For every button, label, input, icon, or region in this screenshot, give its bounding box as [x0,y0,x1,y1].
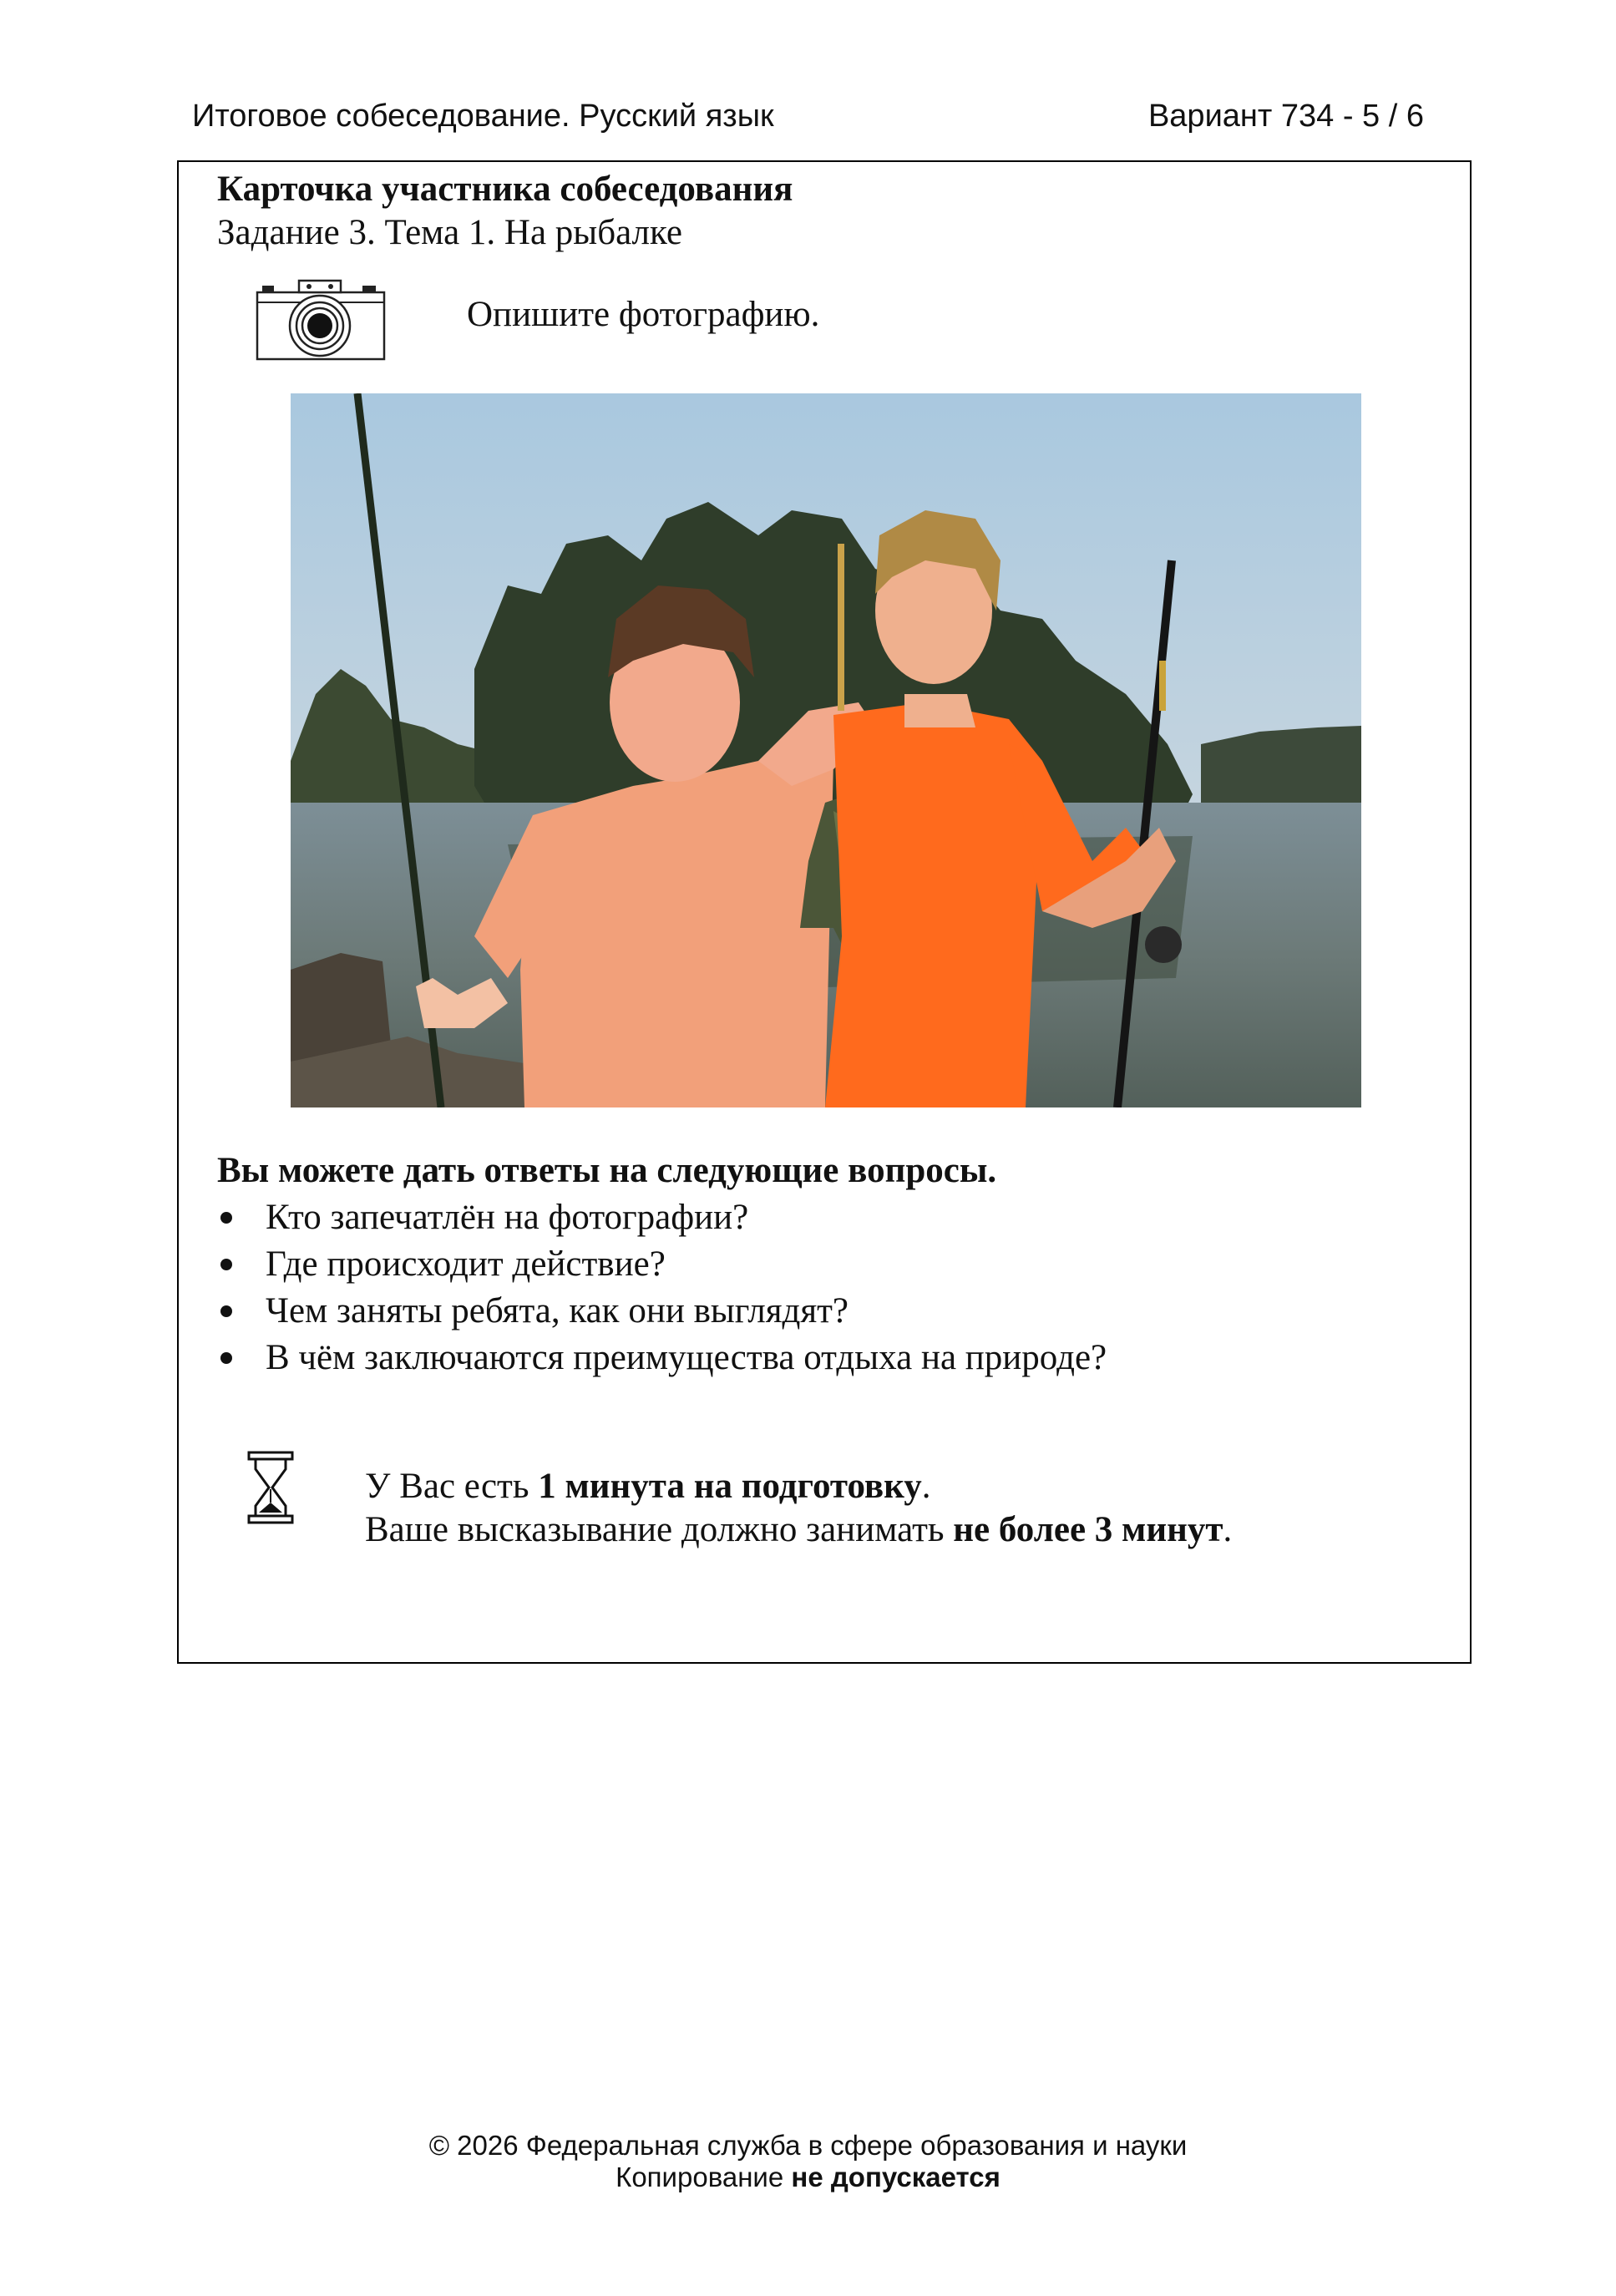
footer-copy-notice [0,2162,1616,2193]
footer-copyright: © 2026 Федеральная служба в сфере образования и науки [428,2130,1188,2161]
card-title: Карточка участника собеседования [217,170,793,209]
preparation-note [365,1465,1232,1552]
copy-text: Копирование [615,2162,792,2192]
bullet-icon [220,1305,232,1317]
task-topic: Задание 3. Тема 1. На рыбалке [217,213,682,252]
instruction: Опишите фотографию. [467,295,820,334]
prep-time: 1 минута на подготовку [538,1467,922,1506]
bullet-icon [220,1259,232,1270]
bullet-icon [220,1212,232,1224]
prep-text: У Вас есть [365,1467,539,1506]
page-header [192,99,1424,140]
document-title: Итоговое собеседование. Русский язык [192,99,774,134]
variant-page-number: Вариант 734 - 5 / 6 [1147,99,1424,134]
questions-title: Вы можете дать ответы на следующие вопросы. [217,1151,997,1190]
camera-icon [256,277,386,361]
prep-punct: . [921,1467,931,1506]
answer-text: Ваше высказывание должно занимать [365,1510,954,1549]
question-text: Кто запечатлён на фотографии? [266,1198,749,1237]
questions-list [217,1194,1107,1381]
hourglass-icon [247,1451,294,1524]
list-item [217,1194,1107,1241]
list-item [217,1241,1107,1288]
prep-line-2 [365,1508,1232,1552]
question-text: В чём заключаются преимущества отдыха на природе? [266,1338,1107,1377]
bullet-icon [220,1352,232,1364]
list-item [217,1335,1107,1381]
question-text: Где происходит действие? [266,1244,666,1284]
list-item [217,1288,1107,1335]
fishing-photo [291,393,1361,1107]
prep-line-1 [365,1465,1232,1508]
question-text: Чем заняты ребята, как они выглядят? [266,1291,849,1330]
answer-punct: . [1223,1510,1233,1549]
participant-card [177,160,1472,1664]
copy-forbidden: не допускается [791,2162,1001,2192]
answer-time: не более 3 минут [953,1510,1223,1549]
